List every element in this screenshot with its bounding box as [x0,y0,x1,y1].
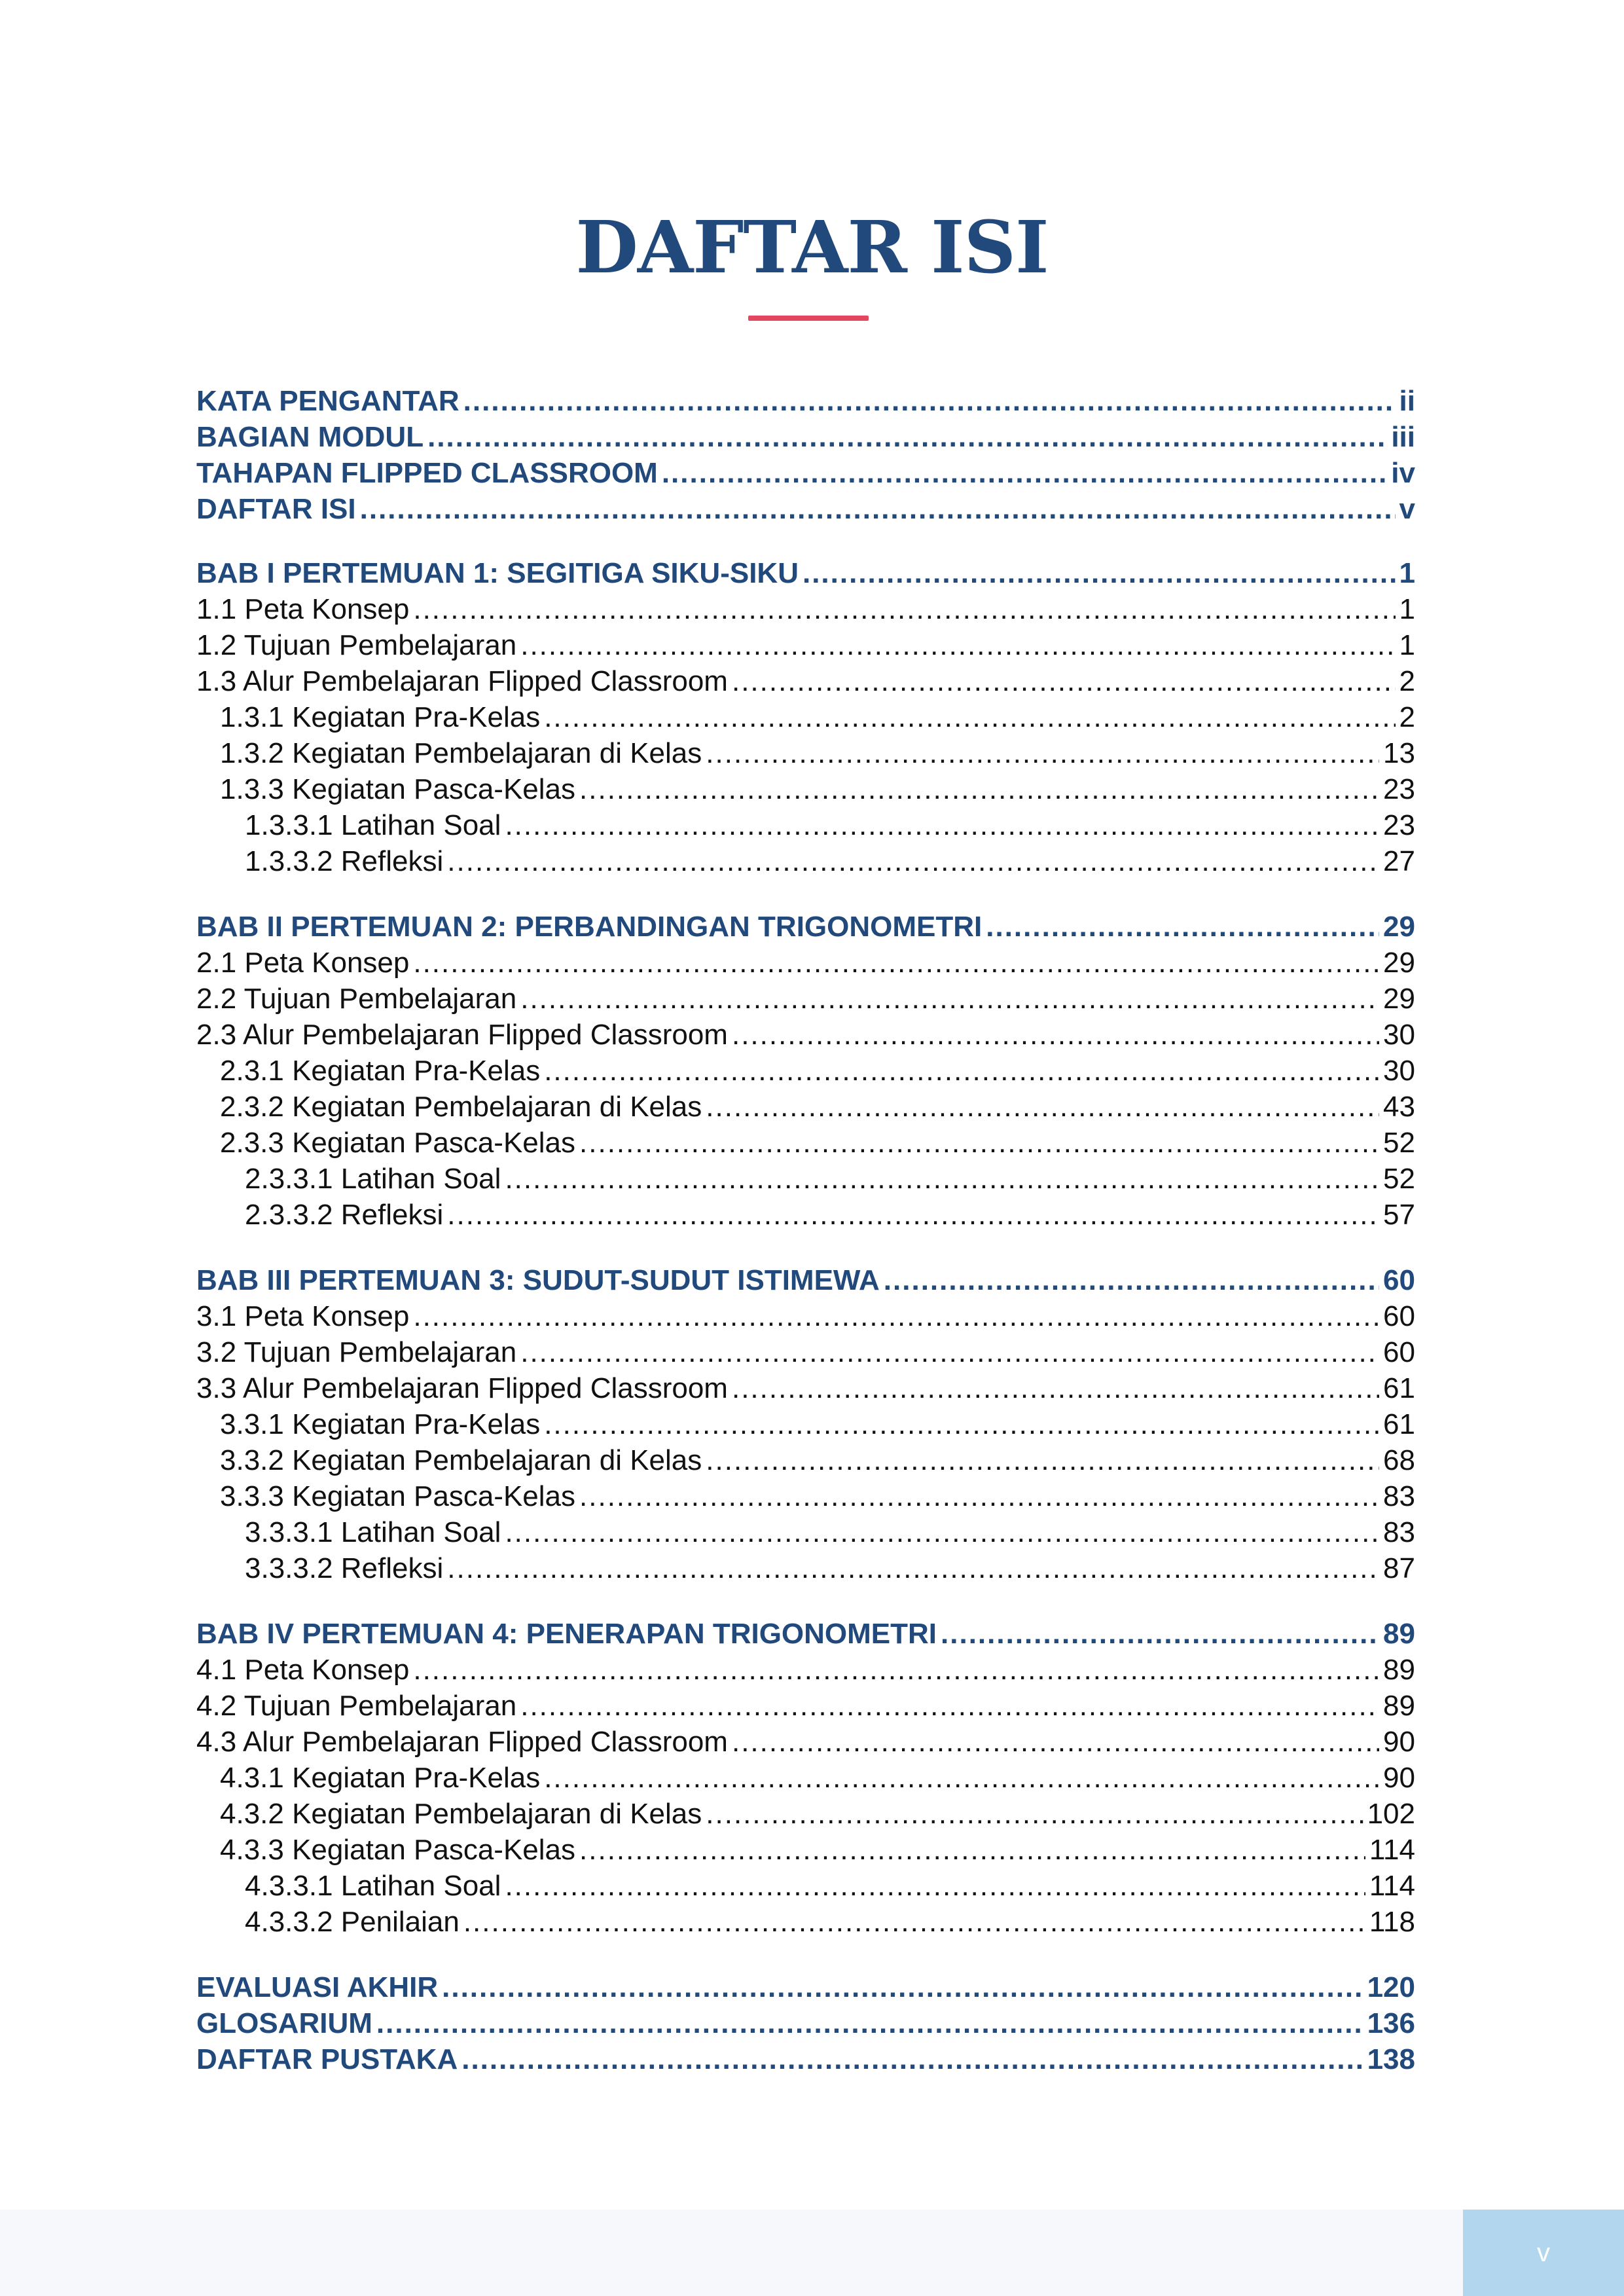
toc-entry-page: 120 [1367,1971,1415,2003]
toc-dot-leader [732,1370,1379,1407]
toc-entry-page: 57 [1383,1199,1415,1231]
toc-entry-label: EVALUASI AKHIR [196,1971,439,2003]
toc-entry-page: 61 [1383,1408,1415,1440]
toc-entry[interactable] [220,1125,1415,1161]
toc-entry-page: 89 [1383,1690,1415,1722]
toc-entry-label: BAB IV PERTEMUAN 4: PENERAPAN TRIGONOMETRI [196,1618,937,1650]
toc-dot-leader [463,383,1396,420]
toc-dot-leader [505,807,1379,844]
toc-entry-label: 3.3.3 Kegiatan Pasca-Kelas [220,1480,576,1512]
title-underline [748,316,869,321]
toc-dot-leader [413,1298,1379,1335]
toc-entry[interactable] [196,1298,1415,1335]
toc-dot-leader [732,663,1396,700]
toc-entry-label: TAHAPAN FLIPPED CLASSROOM [196,457,658,489]
toc-entry-label: 4.1 Peta Konsep [196,1654,410,1686]
toc-entry-label: 2.3.2 Kegiatan Pembelajaran di Kelas [220,1091,702,1123]
toc-dot-leader [413,1652,1379,1688]
toc-dot-leader [706,1089,1379,1125]
toc-entry-page: 30 [1383,1055,1415,1087]
toc-entry-page: 1 [1399,557,1415,589]
toc-entry-label: BAGIAN MODUL [196,421,424,453]
toc-entry-page: 1 [1399,593,1415,625]
toc-entry[interactable] [245,1197,1415,1233]
toc-entry[interactable] [196,591,1415,628]
toc-entry-label: 1.3.2 Kegiatan Pembelajaran di Kelas [220,737,702,769]
toc-entry-label: 1.2 Tujuan Pembelajaran [196,629,517,661]
toc-entry-label: 3.3.3.2 Refleksi [245,1552,444,1584]
toc-entry-label: DAFTAR ISI [196,493,356,525]
toc-entry-page: 118 [1369,1906,1415,1938]
toc-entry-label: DAFTAR PUSTAKA [196,2043,458,2075]
toc-entry[interactable] [245,1161,1415,1197]
toc-dot-leader [505,1868,1365,1904]
toc-dot-leader [803,555,1396,592]
toc-entry[interactable] [196,1688,1415,1724]
toc-entry-page: iii [1391,421,1415,453]
toc-entry-page: 90 [1383,1762,1415,1794]
toc-entry[interactable] [245,1550,1415,1587]
toc-dot-leader [579,771,1379,808]
toc-entry[interactable] [245,1904,1415,1941]
toc-entry-label: 1.3 Alur Pembelajaran Flipped Classroom [196,665,728,697]
toc-chapter-entry[interactable] [196,2005,1415,2042]
toc-entry-page: 68 [1383,1444,1415,1476]
toc-entry-label: 2.3.1 Kegiatan Pra-Kelas [220,1055,541,1087]
toc-dot-leader [544,699,1395,736]
toc-dot-leader [579,1125,1379,1161]
toc-entry-page: 43 [1383,1091,1415,1123]
page-number-box [1463,2210,1624,2296]
toc-entry-page: 2 [1399,665,1415,697]
toc-entry-page: 52 [1383,1127,1415,1159]
toc-entry-label: 2.2 Tujuan Pembelajaran [196,983,517,1015]
toc-entry[interactable] [245,1868,1415,1904]
toc-entry-page: 136 [1367,2007,1415,2039]
toc-entry-page: 27 [1383,845,1415,877]
toc-entry-label: 4.3.2 Kegiatan Pembelajaran di Kelas [220,1798,702,1830]
toc-entry-page: 102 [1367,1798,1415,1830]
toc-entry-label: BAB I PERTEMUAN 1: SEGITIGA SIKU-SIKU [196,557,799,589]
toc-entry[interactable] [220,1832,1415,1868]
toc-entry-page: 1 [1399,629,1415,661]
toc-entry-page: 87 [1383,1552,1415,1584]
toc-entry-page: 89 [1383,1654,1415,1686]
toc-dot-leader [442,1969,1363,2006]
page-title: DAFTAR ISI [575,205,1049,289]
toc-dot-leader [413,945,1379,981]
toc-entry-label: 4.2 Tujuan Pembelajaran [196,1690,517,1722]
toc-dot-leader [447,1197,1379,1233]
toc-dot-leader [941,1616,1379,1652]
toc-entry-page: 2 [1399,701,1415,733]
toc-entry-page: 29 [1383,947,1415,979]
toc-entry-page: 60 [1383,1336,1415,1368]
toc-dot-leader [461,2041,1363,2078]
toc-entry-page: 23 [1383,773,1415,805]
toc-chapter-entry[interactable] [196,1969,1415,2006]
toc-dot-leader [579,1478,1379,1515]
toc-entry-label: 2.3.3.2 Refleksi [245,1199,444,1231]
toc-dot-leader [505,1161,1379,1197]
toc-dot-leader [447,843,1379,880]
toc-dot-leader [706,1442,1379,1479]
toc-entry-label: BAB III PERTEMUAN 3: SUDUT-SUDUT ISTIMEWA [196,1264,880,1296]
toc-dot-leader [544,1053,1379,1089]
toc-entry-page: 60 [1383,1264,1415,1296]
toc-entry-page: 114 [1369,1870,1415,1902]
toc-entry-label: 3.3.1 Kegiatan Pra-Kelas [220,1408,541,1440]
toc-entry-page: 83 [1383,1516,1415,1548]
toc-dot-leader [520,627,1395,664]
toc-entry[interactable] [220,1442,1415,1479]
toc-entry-label: GLOSARIUM [196,2007,372,2039]
toc-entry[interactable] [245,1514,1415,1551]
toc-entry-page: ii [1399,385,1415,417]
toc-entry[interactable] [196,1652,1415,1688]
toc-chapter-entry[interactable] [196,1262,1415,1299]
toc-entry-label: 4.3.3 Kegiatan Pasca-Kelas [220,1834,576,1866]
toc-dot-leader [544,1406,1379,1443]
toc-dot-leader [520,1334,1379,1371]
toc-entry[interactable] [196,1017,1415,1053]
toc-chapter-entry[interactable] [196,491,1415,528]
toc-entry[interactable] [220,1053,1415,1089]
toc-entry[interactable] [220,771,1415,808]
toc-dot-leader [376,2005,1363,2042]
toc-entry-page: 114 [1369,1834,1415,1866]
toc-entry-label: 3.1 Peta Konsep [196,1300,410,1332]
toc-chapter-entry[interactable] [196,555,1415,592]
toc-entry-label: 3.2 Tujuan Pembelajaran [196,1336,517,1368]
toc-chapter-entry[interactable] [196,2041,1415,2078]
toc-dot-leader [706,1796,1363,1832]
toc-entry-page: 61 [1383,1372,1415,1404]
toc-entry-label: 2.3 Alur Pembelajaran Flipped Classroom [196,1019,728,1051]
toc-entry-page: 138 [1367,2043,1415,2075]
footer-bar [0,2210,1624,2296]
toc-entry[interactable] [220,1089,1415,1125]
toc-entry[interactable] [196,627,1415,664]
toc-entry-label: 2.3.3.1 Latihan Soal [245,1163,501,1195]
toc-entry-label: 1.3.1 Kegiatan Pra-Kelas [220,701,541,733]
toc-dot-leader [579,1832,1365,1868]
toc-entry-page: 29 [1383,983,1415,1015]
toc-entry-label: 4.3.3.1 Latihan Soal [245,1870,501,1902]
toc-entry-label: 3.3 Alur Pembelajaran Flipped Classroom [196,1372,728,1404]
toc-entry-page: 90 [1383,1726,1415,1758]
toc-entry[interactable] [196,981,1415,1017]
toc-entry[interactable] [196,1334,1415,1371]
toc-entry[interactable] [196,945,1415,981]
toc-entry-page: 30 [1383,1019,1415,1051]
toc-entry-label: 3.3.3.1 Latihan Soal [245,1516,501,1548]
toc-chapter-entry[interactable] [196,419,1415,456]
toc-chapter-entry[interactable] [196,383,1415,420]
toc-dot-leader [360,491,1396,528]
toc-entry-label: 1.3.3 Kegiatan Pasca-Kelas [220,773,576,805]
toc-entry-page: 23 [1383,809,1415,841]
toc-entry[interactable] [196,663,1415,700]
toc-entry-page: 60 [1383,1300,1415,1332]
toc-dot-leader [662,455,1387,492]
page-number: v [1537,2238,1550,2267]
toc-entry-page: 89 [1383,1618,1415,1650]
toc-entry[interactable] [220,699,1415,736]
toc-entry-label: 4.3 Alur Pembelajaran Flipped Classroom [196,1726,728,1758]
toc-entry-page: iv [1391,457,1415,489]
toc-dot-leader [884,1262,1379,1299]
toc-entry-label: 1.3.3.2 Refleksi [245,845,444,877]
toc-entry-page: 83 [1383,1480,1415,1512]
toc-dot-leader [706,735,1379,772]
toc-dot-leader [447,1550,1379,1587]
toc-entry-page: v [1399,493,1415,525]
toc-entry-label: 1.3.3.1 Latihan Soal [245,809,501,841]
toc-entry-label: BAB II PERTEMUAN 2: PERBANDINGAN TRIGONOMETRI [196,911,983,943]
toc-entry[interactable] [245,807,1415,844]
toc-dot-leader [520,981,1379,1017]
toc-entry[interactable] [220,1406,1415,1443]
toc-dot-leader [732,1724,1379,1760]
toc-entry[interactable] [220,1478,1415,1515]
toc-entry-page: 52 [1383,1163,1415,1195]
toc-entry-page: 13 [1383,737,1415,769]
toc-dot-leader [413,591,1395,628]
toc-entry[interactable] [220,1760,1415,1796]
toc-chapter-entry[interactable] [196,455,1415,492]
toc-entry[interactable] [220,1796,1415,1832]
toc-entry-label: 2.3.3 Kegiatan Pasca-Kelas [220,1127,576,1159]
toc-entry[interactable] [196,1724,1415,1760]
toc-entry-label: 1.1 Peta Konsep [196,593,410,625]
toc-dot-leader [427,419,1387,456]
toc-entry-label: 3.3.2 Kegiatan Pembelajaran di Kelas [220,1444,702,1476]
toc-dot-leader [544,1760,1379,1796]
toc-entry[interactable] [220,735,1415,772]
toc-entry-label: 2.1 Peta Konsep [196,947,410,979]
toc-entry[interactable] [245,843,1415,880]
toc-dot-leader [732,1017,1379,1053]
toc-entry-label: 4.3.3.2 Penilaian [245,1906,460,1938]
toc-chapter-entry[interactable] [196,1616,1415,1652]
toc-dot-leader [505,1514,1379,1551]
toc-dot-leader [986,909,1379,945]
toc-dot-leader [520,1688,1379,1724]
toc-entry-label: KATA PENGANTAR [196,385,460,417]
toc-dot-leader [463,1904,1365,1941]
toc-entry-page: 29 [1383,911,1415,943]
toc-chapter-entry[interactable] [196,909,1415,945]
toc-entry[interactable] [196,1370,1415,1407]
toc-entry-label: 4.3.1 Kegiatan Pra-Kelas [220,1762,541,1794]
